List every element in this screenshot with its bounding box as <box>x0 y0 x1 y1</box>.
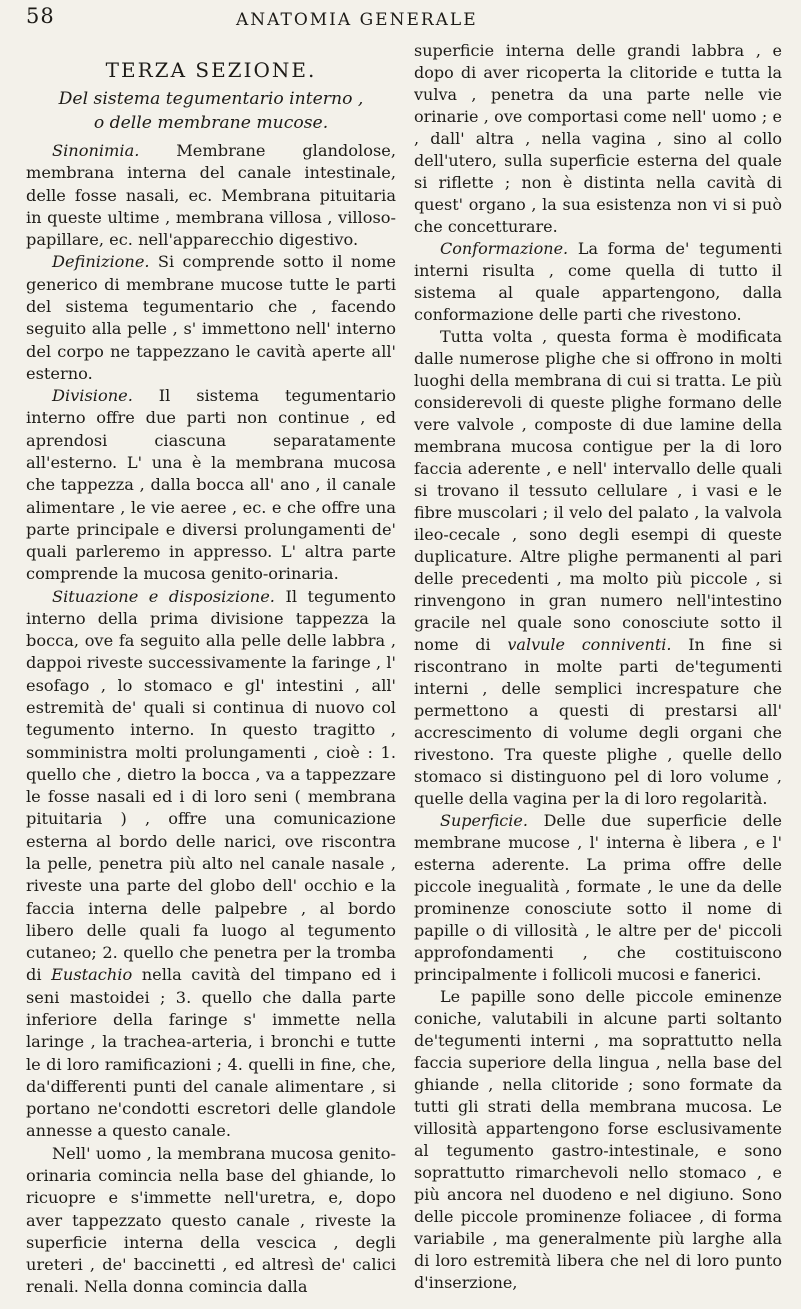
paragraph-text: Si comprende sotto il nome generico di membrane mucose tutte le parti del sistema tegumentario che , facendo seguito alla pelle , s' immettono nell' interno del corpo ne tappezzano le cavità aperte all' esterno. <box>26 252 396 383</box>
paragraph-continued <box>414 40 782 238</box>
paragraph-plighe <box>414 326 782 810</box>
subtitle-line-2: o delle membrane mucose. <box>93 113 329 133</box>
right-column <box>414 40 782 1294</box>
paragraph-text: In fine si riscontrano in molte parti de'tegumenti interni , delle semplici increspature che permettono a questi di prestarsi all' accrescimento di volume degli organi che rivestono. Tra queste plighe , quelle dello stomaco si distinguono pel di loro volume , quelle della vagina per la di loro regolarità. <box>414 635 783 808</box>
term-sinonimia: Sinonimia. <box>52 141 140 160</box>
paragraph-text: Il tegumento interno della prima divisione tappezza la bocca, ove fa seguito alla pelle delle labbra , dappoi riveste successivamente la faringe , l' esofago , lo stomaco e gl' intestini , all' estremità de' quali si continua di nuovo col tegumento interno. In questo tragitto , somministra molti prolungamenti , cioè : 1. quello che , dietro la bocca , va a tappezzare le fosse nasali ed i di loro seni ( membrana pituitaria ) , offre una comunicazione esterna al bordo delle narici, ove riscontra la pelle, penetra più alto nel canale nasale , riveste una parte del globo dell' occhio e la faccia interna delle palpebre , al bordo libero delle quali fa luogo al tegumento cutaneo; 2. quello che penetra per la tromba di <box>26 586 396 985</box>
paragraph-uomo <box>26 1143 396 1299</box>
paragraph-text: Delle due superficie delle membrane mucose , l' interna è libera , e l' esterna aderente. La prima offre delle piccole inegualità , formate , le une da delle prominenze conosciute sotto il nome di papille o di villosità , le altre per de' piccoli approfondamenti , che costituiscono principalmente i follicoli mucosi e fanerici. <box>414 811 782 984</box>
section-heading: TERZA SEZIONE. <box>105 58 317 82</box>
paragraph-conformazione <box>414 238 782 326</box>
term-valvule-conniventi: valvule conniventi. <box>507 635 672 654</box>
paragraph-situazione <box>26 586 396 1143</box>
running-head: ANATOMIA GENERALE <box>236 10 478 30</box>
term-definizione: Definizione. <box>52 252 150 272</box>
paragraph-text: Il sistema tegumentario interno offre due parti non continue , ed aprendosi ciascuna separatamente all'esterno. L' una è la membrana mucosa che tappezza , dalla bocca all' ano , il canale alimentare , le vie aeree , ec. e che offre una parte principale e diversi prolungamenti de' quali parleremo in appresso. L' altra parte comprende la mucosa genito-orinaria. <box>26 386 396 584</box>
paragraph-superficie <box>414 810 782 986</box>
term-superficie: Superficie. <box>440 811 528 830</box>
left-column <box>26 58 396 1299</box>
section-subtitle <box>26 87 396 135</box>
paragraph-text: superficie interna delle grandi labbra , e dopo di aver ricoperta la clitoride e tutta la vulva , penetra da una parte nelle vie orinarie , ove comportasi come nell' uomo ; e , dall' altra , nella vagina , sino al collo dell'utero, sulla superficie esterna del quale si riflette ; non è distinta nella cavità di quest' organo , la sua esistenza non vi si può che concetturare. <box>414 41 782 236</box>
paragraph-divisione <box>26 385 396 586</box>
term-situazione: Situazione e disposizione. <box>52 586 275 606</box>
paragraph-definizione <box>26 251 396 385</box>
paragraph-text: Tutta volta , questa forma è modificata dalle numerose plighe che si offrono in molti luoghi della membrana di cui si tratta. Le più considerevoli di queste plighe formano delle vere valvole , composte di due lamine della membrana mucosa contigue per la di loro faccia aderente , e nell' intervallo delle quali si trovano il tessuto cellulare , i vasi e le fibre muscolari ; il velo del palato , la valvola ileo-cecale , sono degli esempi di queste duplicature. Altre plighe permanenti al pari delle precedenti , ma molto più piccole , si rinvengono in gran numero nell'intestino gracile nel quale sono conosciute sotto il nome di <box>414 327 782 654</box>
term-divisione: Divisione. <box>52 386 133 406</box>
paragraph-text: Le papille sono delle piccole eminenze coniche, valutabili in alcune parti soltanto de'tegumenti interni , ma soprattutto nella faccia superiore della lingua , nella base del ghiande , nella clitoride ; sono formate da tutti gli strati della membrana mucosa. Le villosità appartengono forse esclusivamente al tegumento gastro-intestinale, e sono soprattutto rimarchevoli nello stomaco , e più ancora nel duodeno e nel digiuno. Sono delle piccole prominenze foliacee , di forma variabile , ma generalmente più larghe alla di loro estremità libera che nel di loro punto d'inserzione, <box>414 987 782 1292</box>
page-number: 58 <box>26 4 55 28</box>
name-eustachio: Eustachio <box>51 965 133 985</box>
term-conformazione: Conformazione. <box>440 239 569 258</box>
paragraph-text: Nell' uomo , la membrana mucosa genito-orinaria comincia nella base del ghiande, lo ricuopre e s'immette nell'uretra, e, dopo aver tappezzato questo canale , riveste la superficie interna della vescica , degli ureteri , de' baccinetti , ed altresì de' calici renali. Nella donna comincia dalla <box>26 1143 396 1297</box>
paragraph-text: nella cavità del timpano ed i seni mastoidei ; 3. quello che dalla parte inferiore della faringe s' immette nella laringe , la trachea-arteria, i bronchi e tutte le di loro ramificazioni ; 4. quelli in fine, che, da'differenti punti del canale alimentare , si portano ne'condotti escretori delle glandole annesse a questo canale. <box>26 965 396 1141</box>
subtitle-line-1: Del sistema tegumentario interno , <box>58 89 364 109</box>
paragraph-text: Membrane glandolose, membrana interna del canale intestinale, delle fosse nasali, ec. Membrana pituitaria in queste ultime , membrana villosa , villoso-papillare, ec. nell'apparecchio digestivo. <box>26 141 396 250</box>
paragraph-sinonimia <box>26 140 396 251</box>
paragraph-papille <box>414 986 782 1294</box>
paragraph-text: La forma de' tegumenti interni risulta , come quella di tutto il sistema al quale appartengono, dalla conformazione delle parti che rivestono. <box>414 239 782 324</box>
